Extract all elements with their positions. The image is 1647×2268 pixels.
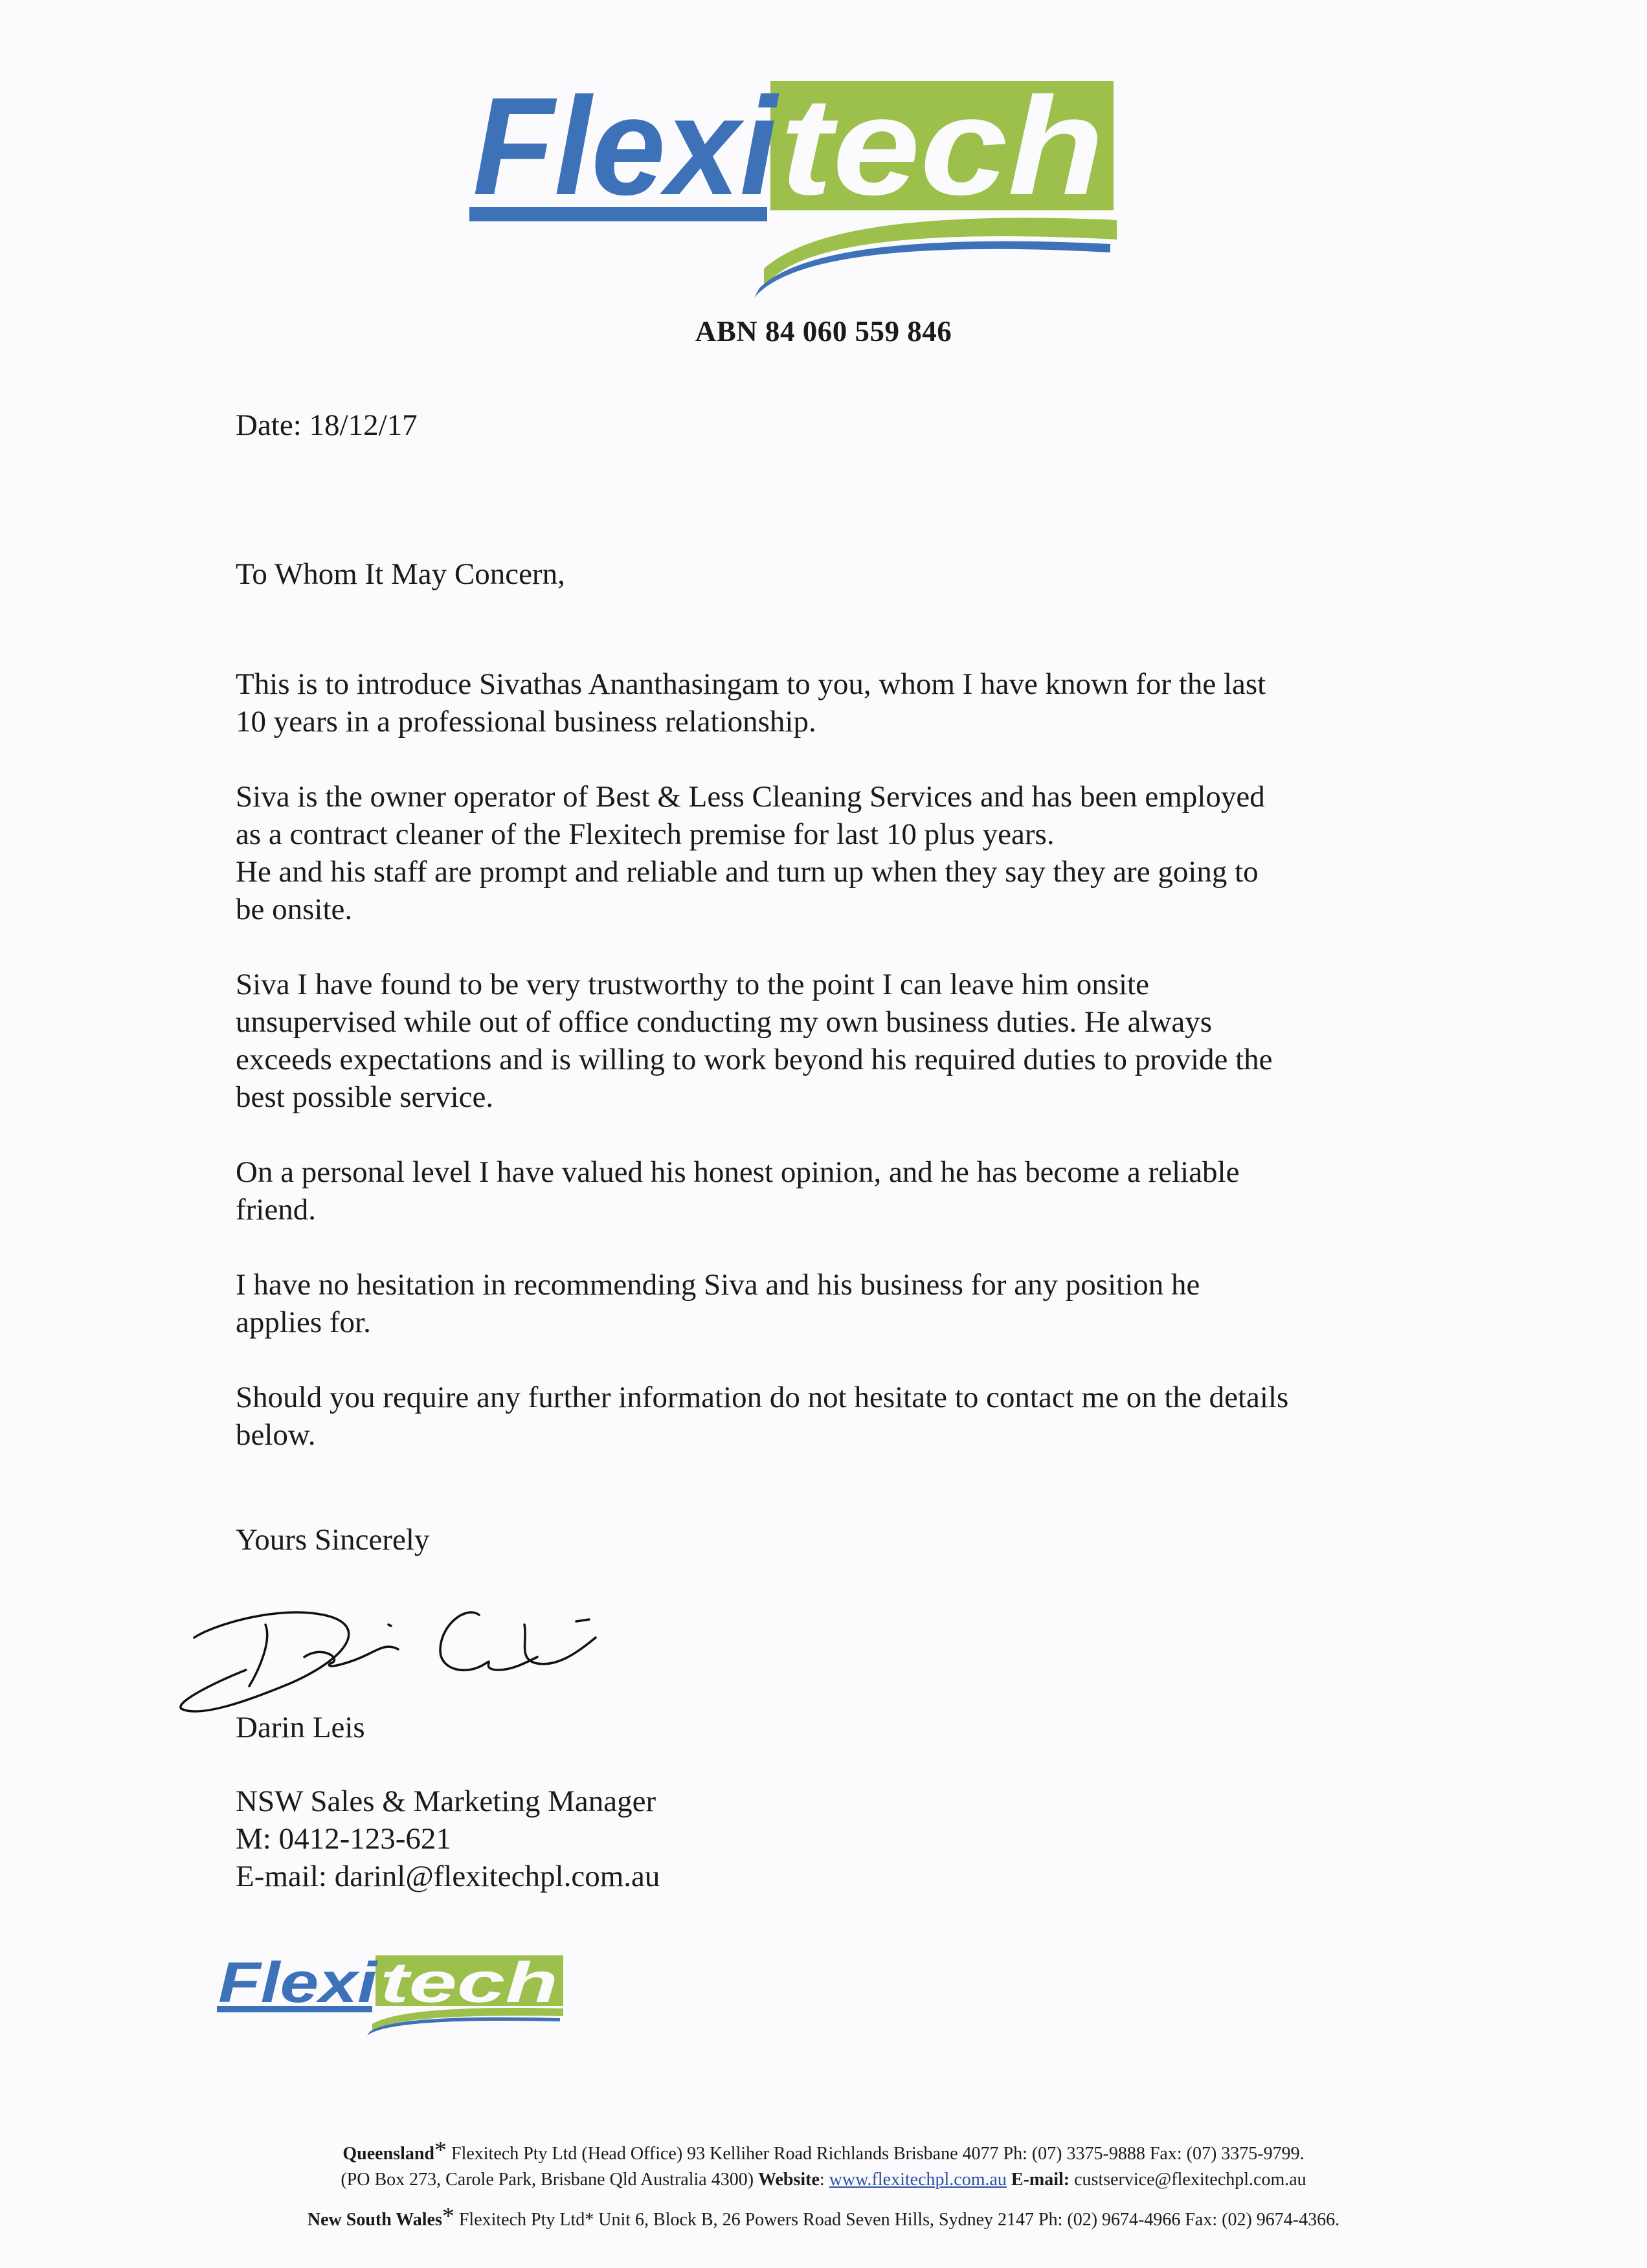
- closing: Yours Sincerely: [236, 1523, 430, 1557]
- footer-nsw: [0, 2202, 1647, 2230]
- signer-details: [236, 1783, 660, 1895]
- footer-po-box: (PO Box 273, Carole Park, Brisbane Qld Australia 4300): [341, 2170, 759, 2190]
- body-paragraph: Should you require any further information do not hesitate to contact me on the details below.: [236, 1381, 1289, 1452]
- logo-text-flexi: Flexi: [473, 74, 780, 224]
- signer-email: E-mail: darinl@flexitechpl.com.au: [236, 1860, 660, 1893]
- salutation: To Whom It May Concern,: [236, 557, 565, 591]
- footer-star: *: [434, 2137, 447, 2164]
- letter-body: [236, 665, 1388, 1454]
- footer-star: *: [442, 2203, 454, 2230]
- signer-name: Darin Leis: [236, 1711, 365, 1744]
- signer-mobile: M: 0412-123-621: [236, 1822, 451, 1856]
- footer-email-value: custservice@flexitechpl.com.au: [1070, 2170, 1306, 2190]
- flexitech-logo-bottom: [217, 1951, 566, 2036]
- footer-qld-label: Queensland: [342, 2144, 434, 2164]
- footer-qld-text: Flexitech Pty Ltd (Head Office) 93 Kelliher Road Richlands Brisbane 4077 Ph: (07) 3375-9888 Fax: (07) 3375-9799.: [447, 2144, 1305, 2164]
- footer-email-label: E-mail:: [1006, 2170, 1070, 2190]
- footer-website-label: Website: [758, 2170, 820, 2190]
- footer-nsw-label: New South Wales: [307, 2210, 442, 2230]
- logo-text-flexi: Flexi: [218, 1951, 378, 2014]
- footer-website-link[interactable]: www.flexitechpl.com.au: [829, 2170, 1007, 2190]
- footer-nsw-text: Flexitech Pty Ltd* Unit 6, Block B, 26 Powers Road Seven Hills, Sydney 2147 Ph: (02) 9674-4966 Fax: (02) 9674-4366.: [454, 2210, 1340, 2230]
- flexitech-logo-top: [469, 74, 1123, 304]
- abn-number: ABN 84 060 559 846: [695, 315, 952, 348]
- logo-text-tech: tech: [380, 1951, 558, 2014]
- footer-queensland: [0, 2136, 1647, 2164]
- body-paragraph: Siva I have found to be very trustworthy to the point I can leave him onsite unsupervised while out of office conducting my own business duties. He always exceeds expectations and is willing to work beyond his required duties to provide the best possible service.: [236, 968, 1273, 1114]
- letter-date: Date: 18/12/17: [236, 408, 418, 442]
- body-paragraph: On a personal level I have valued his honest opinion, and he has become a reliable friend.: [236, 1155, 1240, 1227]
- handwritten-signature: [175, 1579, 628, 1722]
- body-paragraph: Siva is the owner operator of Best & Less Cleaning Services and has been employed as a contract cleaner of the Flexitech premise for last 10 plus years. He and his staff are prompt and reliable and turn up when they say they are going to be onsite.: [236, 780, 1265, 926]
- logo-text-tech: tech: [780, 74, 1104, 224]
- footer-postal: (PO Box 273, Carole Park, Brisbane Qld Australia 4300) Website: www.flexitechpl.com.au E-mail: custservice@flexitechpl.com.au: [341, 2170, 1306, 2190]
- signer-title: NSW Sales & Marketing Manager: [236, 1784, 656, 1818]
- body-paragraph: This is to introduce Sivathas Ananthasingam to you, whom I have known for the last 10 years in a professional business relationship.: [236, 667, 1266, 739]
- body-paragraph: I have no hesitation in recommending Siva and his business for any position he applies for.: [236, 1268, 1200, 1339]
